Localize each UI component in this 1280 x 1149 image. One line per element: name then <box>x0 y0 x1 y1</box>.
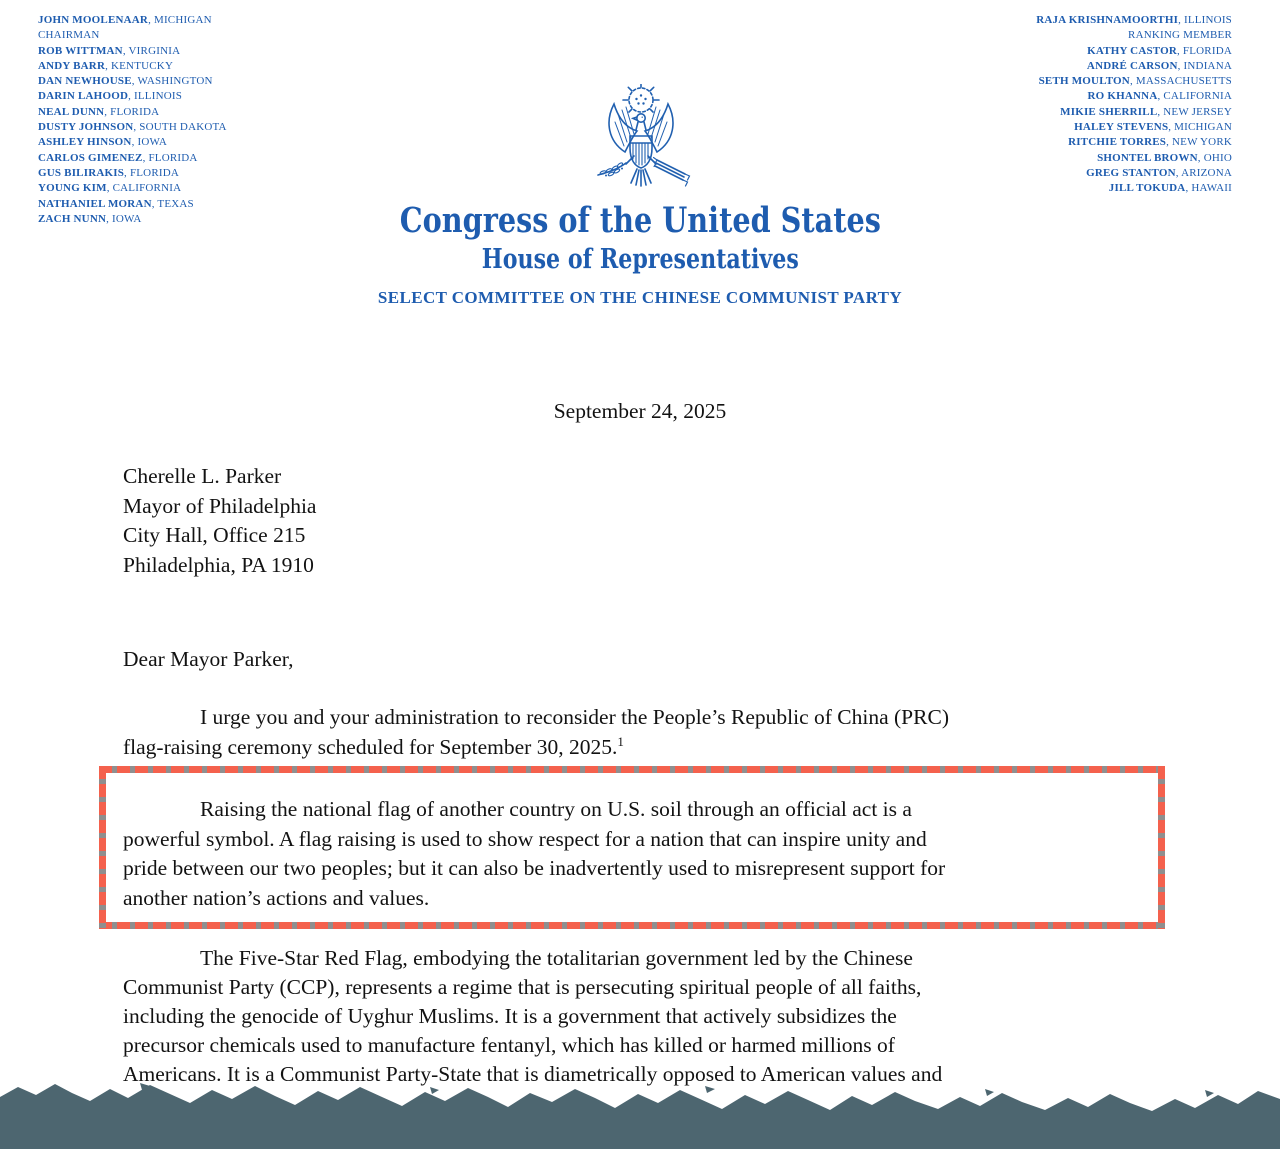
member-name: RITCHIE TORRES <box>1068 136 1167 149</box>
member-line <box>1036 120 1232 135</box>
member-state: , KENTUCKY <box>105 59 174 72</box>
recipient-name: Cherelle L. Parker <box>123 464 282 488</box>
member-name: RO KHANNA <box>1087 90 1158 103</box>
member-name: NEAL DUNN <box>38 105 105 118</box>
member-line <box>38 13 227 28</box>
org-title-congress-text: Congress of the United States <box>399 200 881 241</box>
member-line <box>38 44 227 59</box>
member-name: ROB WITTMAN <box>38 44 123 57</box>
member-line <box>1036 89 1232 104</box>
highlight-box-edge-bottom <box>99 922 1165 929</box>
highlight-box-edge-right <box>1158 766 1165 929</box>
paragraph-1 <box>123 703 949 762</box>
member-name: DAN NEWHOUSE <box>38 75 132 88</box>
paragraph-2 <box>123 944 942 1089</box>
highlight-box-edge-left <box>99 766 106 929</box>
recipient-title: Mayor of Philadelphia <box>123 493 317 518</box>
member-state: , SOUTH DAKOTA <box>133 121 227 134</box>
member-name: ZACH NUNN <box>38 212 107 225</box>
member-list-right <box>1036 13 1232 197</box>
paragraph-1-line: I urge you and your administration to reconsider the People’s Republic of China (PRC) <box>200 705 949 729</box>
member-name: DUSTY JOHNSON <box>38 121 134 134</box>
member-line <box>38 120 227 135</box>
member-state: , MICHIGAN <box>1168 121 1232 134</box>
member-state: , INDIANA <box>1177 59 1232 72</box>
member-line <box>38 151 227 166</box>
member-state: , MASSACHUSETTS <box>1129 75 1232 88</box>
member-state: , HAWAII <box>1185 182 1232 195</box>
member-state: , OHIO <box>1197 151 1232 164</box>
footnote-marker: 1 <box>617 733 624 749</box>
member-state: , FLORIDA <box>124 166 180 179</box>
member-line <box>38 89 227 104</box>
member-state: , FLORIDA <box>104 105 160 118</box>
member-name: GUS BILIRAKIS <box>38 166 125 179</box>
member-name: SETH MOULTON <box>1038 75 1130 88</box>
member-state: , CALIFORNIA <box>106 182 182 195</box>
recipient-street: City Hall, Office 215 <box>123 523 306 547</box>
paragraph-2-line: Communist Party (CCP), represents a regime that is persecuting spiritual people of all faiths, <box>123 975 922 999</box>
paragraph-2-line: precursor chemicals used to manufacture fentanyl, which has killed or harmed millions of <box>123 1033 895 1057</box>
org-title-house <box>0 244 1280 275</box>
member-name: GREG STANTON <box>1086 166 1176 179</box>
member-state: , NEW YORK <box>1166 136 1232 149</box>
paragraph-2-line: Americans. It is a Communist Party-State that is diametrically opposed to American values and <box>123 1062 943 1086</box>
member-name: JOHN MOOLENAAR <box>38 14 149 26</box>
member-line <box>1036 166 1232 181</box>
member-line <box>1036 44 1232 59</box>
member-state: , ARIZONA <box>1175 166 1232 179</box>
member-list-left <box>38 13 227 227</box>
member-name: DARIN LAHOOD <box>38 90 129 103</box>
member-state: , NEW JERSEY <box>1157 105 1232 118</box>
member-state: , IOWA <box>106 212 142 225</box>
member-state: , MICHIGAN <box>148 14 212 26</box>
paragraph-2-line: including the genocide of Uyghur Muslims. It is a government that actively subsidizes the <box>123 1004 897 1028</box>
chairman-label: CHAIRMAN <box>38 29 100 42</box>
member-line <box>38 105 227 120</box>
highlight-box-edge-top <box>99 766 1165 773</box>
member-line <box>38 135 227 150</box>
member-name: HALEY STEVENS <box>1074 121 1169 134</box>
member-state: , TEXAS <box>151 197 194 210</box>
member-name: NATHANIEL MORAN <box>38 197 152 210</box>
recipient-city: Philadelphia, PA 1910 <box>123 552 314 577</box>
committee-title: SELECT COMMITTEE ON THE CHINESE COMMUNIST PARTY <box>377 288 903 307</box>
member-line <box>38 59 227 74</box>
member-name: YOUNG KIM <box>38 182 107 195</box>
highlighted-paragraph-line: powerful symbol. A flag raising is used to show respect for a nation that can inspire unity and <box>123 826 927 851</box>
highlighted-paragraph-line: another nation’s actions and values. <box>123 885 430 910</box>
member-name: KATHY CASTOR <box>1087 44 1178 57</box>
highlighted-paragraph <box>123 795 945 913</box>
member-line <box>38 166 227 181</box>
member-line <box>1036 74 1232 89</box>
member-name: SHONTEL BROWN <box>1097 151 1198 164</box>
member-line <box>1036 151 1232 166</box>
highlighted-paragraph-line: Raising the national flag of another country on U.S. soil through an official act is a <box>200 797 912 821</box>
member-state: , CALIFORNIA <box>1157 90 1232 103</box>
member-state: , FLORIDA <box>1177 44 1232 57</box>
member-line <box>1036 135 1232 150</box>
ranking-member-label: RANKING MEMBER <box>1128 29 1232 42</box>
member-name: ANDY BARR <box>38 59 106 72</box>
salutation: Dear Mayor Parker, <box>123 647 294 671</box>
member-line <box>1036 105 1232 120</box>
date-line: September 24, 2025 <box>553 399 727 423</box>
org-title-house-text: House of Representatives <box>481 244 799 275</box>
org-title-congress <box>0 197 1280 241</box>
member-state: , WASHINGTON <box>131 75 213 88</box>
paragraph-1-line: flag-raising ceremony scheduled for September 30, 2025.$^1$ <box>123 733 624 759</box>
member-name: ASHLEY HINSON <box>38 136 132 149</box>
member-name: RAJA KRISHNAMOORTHI <box>1036 14 1179 26</box>
member-name: JILL TOKUDA <box>1108 182 1186 195</box>
paragraph-2-line: The Five-Star Red Flag, embodying the totalitarian government led by the Chinese <box>200 946 913 970</box>
member-state: , ILLINOIS <box>1178 14 1232 26</box>
member-state: , VIRGINIA <box>122 44 181 57</box>
member-state: , IOWA <box>131 136 167 149</box>
member-line <box>38 181 227 196</box>
member-line <box>38 74 227 89</box>
member-name: CARLOS GIMENEZ <box>38 151 143 164</box>
torn-edge <box>0 1075 1280 1149</box>
member-state: , ILLINOIS <box>128 90 183 103</box>
member-line <box>1036 13 1232 28</box>
highlighted-paragraph-line: pride between our two peoples; but it can also be inadvertently used to misrepresent support for <box>123 856 946 880</box>
member-state: , FLORIDA <box>142 151 198 164</box>
member-name: ANDRÉ CARSON <box>1086 59 1178 72</box>
member-line <box>1036 59 1232 74</box>
member-name: MIKIE SHERRILL <box>1060 105 1158 118</box>
great-seal-icon <box>582 84 700 211</box>
member-line <box>1036 181 1232 196</box>
recipient-address <box>123 462 316 580</box>
